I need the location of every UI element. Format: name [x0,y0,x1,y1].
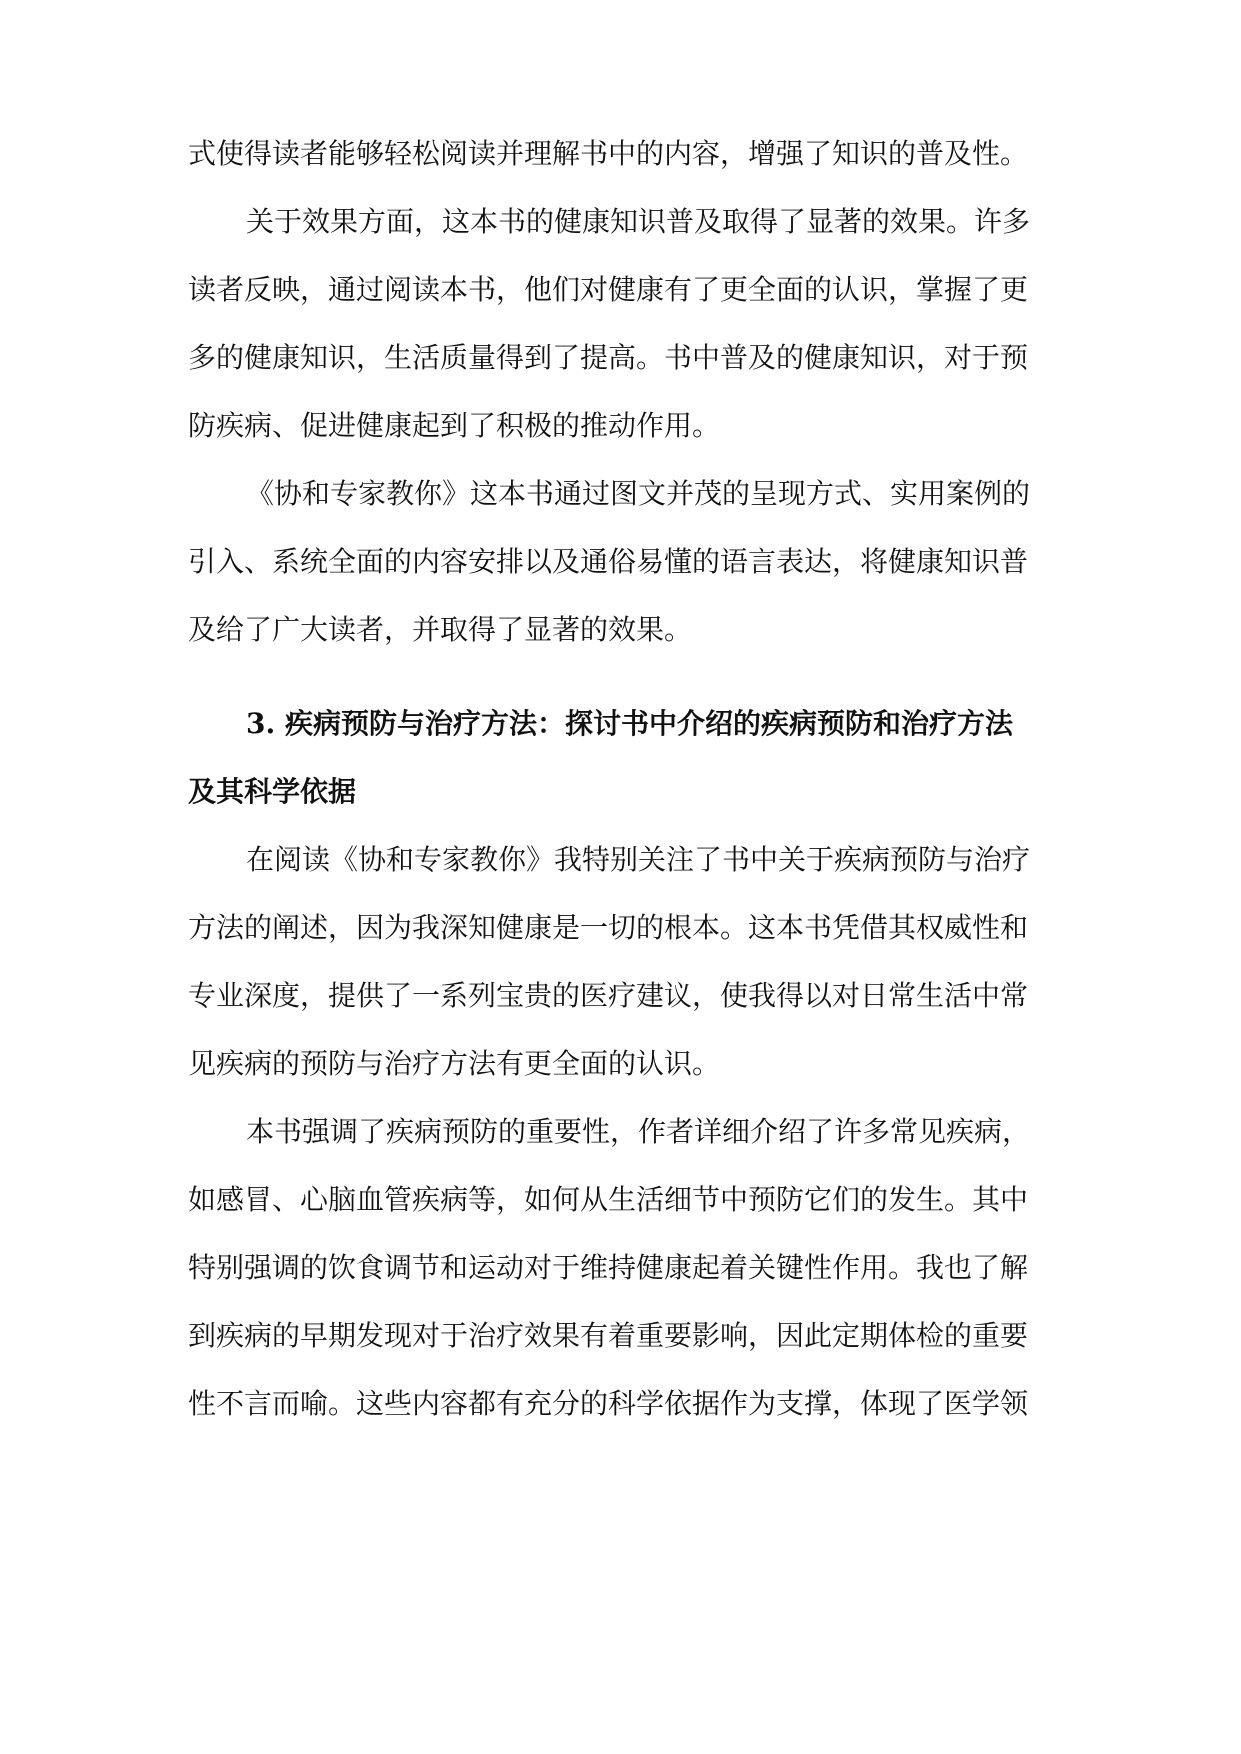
paragraph-first-line: 本书强调了疾病预防的重要性，作者详细介绍了许多常见疾病， [246,1115,1031,1148]
text-line: 见疾病的预防与治疗方法有更全面的认识。 [188,1047,721,1080]
section-heading-continuation: 及其科学依据 [188,775,357,808]
text-line: 方法的阐述，因为我深知健康是一切的根本。这本书凭借其权威性和 [188,911,1029,944]
paragraph-first-line: 《协和专家教你》这本书通过图文并茂的呈现方式、实用案例的 [246,477,1031,510]
text-line: 式使得读者能够轻松阅读并理解书中的内容，增强了知识的普及性。 [188,137,1029,170]
text-line: 专业深度，提供了一系列宝贵的医疗建议，使我得以对日常生活中常 [188,979,1029,1012]
paragraph-first-line: 在阅读《协和专家教你》我特别关注了书中关于疾病预防与治疗 [246,843,1031,876]
section-heading: 3. 疾病预防与治疗方法：探讨书中介绍的疾病预防和治疗方法 [246,707,1013,740]
text-line: 如感冒、心脑血管疾病等，如何从生活细节中预防它们的发生。其中 [188,1183,1029,1216]
text-line: 多的健康知识，生活质量得到了提高。书中普及的健康知识，对于预 [188,341,1029,374]
text-line: 及给了广大读者，并取得了显著的效果。 [188,613,693,646]
text-line: 到疾病的早期发现对于治疗效果有着重要影响，因此定期体检的重要 [188,1319,1029,1352]
text-line: 读者反映，通过阅读本书，他们对健康有了更全面的认识，掌握了更 [188,273,1029,306]
text-line: 特别强调的饮食调节和运动对于维持健康起着关键性作用。我也了解 [188,1251,1029,1284]
text-line: 防疾病、促进健康起到了积极的推动作用。 [188,409,721,442]
text-line: 性不言而喻。这些内容都有充分的科学依据作为支撑，体现了医学领 [188,1387,1029,1420]
text-line: 引入、系统全面的内容安排以及通俗易懂的语言表达，将健康知识普 [188,545,1029,578]
paragraph-first-line: 关于效果方面，这本书的健康知识普及取得了显著的效果。许多 [246,205,1031,238]
